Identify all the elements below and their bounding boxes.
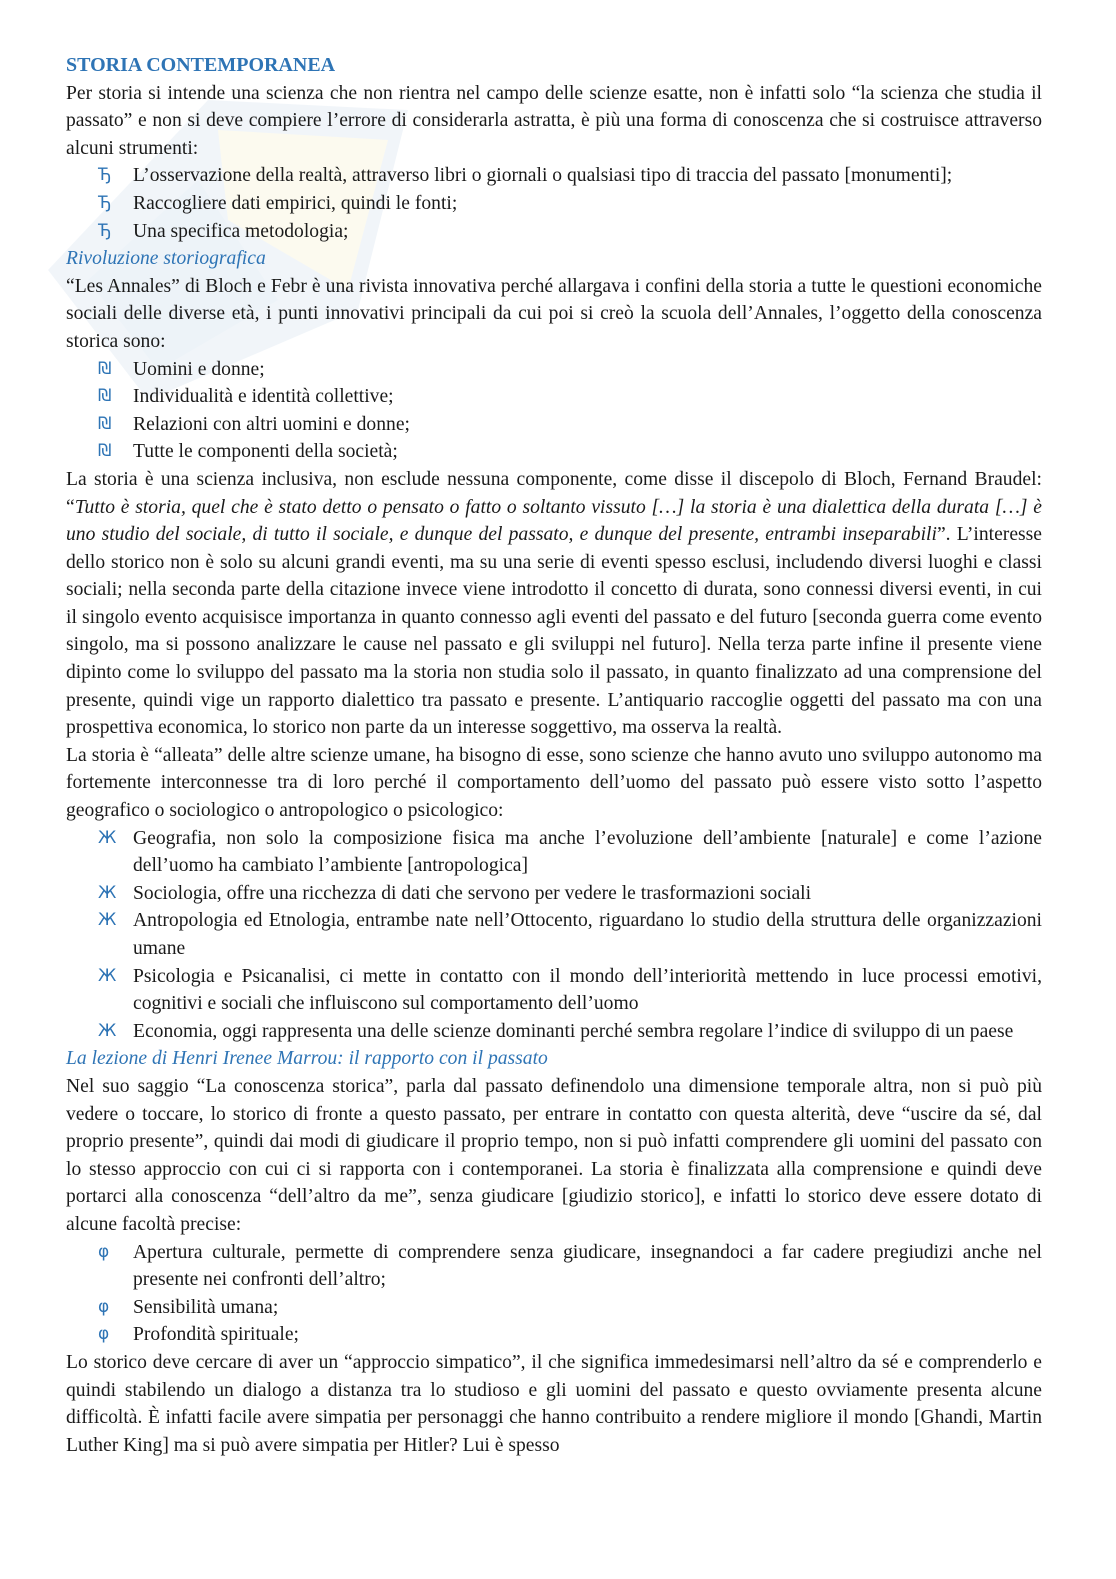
tools-list [66, 162, 1042, 245]
simpatia-paragraph: Lo storico deve cercare di aver un “approccio simpatico”, il che significa immedesimarsi nell’altro da sé e comprenderlo e quindi stabilendo un dialogo a distanza tra lo studioso e gli uomini del passato e questo ovviamente presenta alcune difficoltà. È infatti facile avere simpatia per personaggi che hanno contribuito a rendere migliore il mondo [Ghandi, Martin Luther King] ma si può avere simpatia per Hitler? Lui è spesso [66, 1351, 1042, 1456]
braudel-quote: Tutto è storia, quel che è stato detto o pensato o fatto o soltanto vissuto […] la storia è una dialettica della durata […] è uno studio del sociale, di tutto il sociale, e dunque del passato, e dunque del presente, entrambi inseparabili [66, 496, 1042, 546]
faculties-list [66, 1239, 1042, 1349]
list-item: Ж Psicologia e Psicanalisi, ci mette in contatto con il mondo dell’interiorità mettendo in luce processi emotivi, cognitivi e sociali che influiscono sul comportamento dell’uomo [66, 963, 1042, 1018]
bullet-icon: φ [98, 1241, 110, 1262]
bullet-icon: Ђ [98, 165, 112, 186]
list-item: Ж Geografia, non solo la composizione fisica ma anche l’evoluzione dell’ambiente [naturale] e come l’azione dell’uomo ha cambiato l’ambiente [antropologica] [66, 825, 1042, 880]
list-item: Ђ Una specifica metodologia; [66, 218, 1042, 246]
document-page [66, 52, 1042, 1459]
list-item: Ђ Raccogliere dati empirici, quindi le fonti; [66, 190, 1042, 218]
document-title: STORIA CONTEMPORANEA [66, 54, 336, 76]
bullet-icon: ₪ [98, 441, 112, 462]
bullet-icon: Ђ [98, 192, 112, 213]
list-item: ₪ Relazioni con altri uomini e donne; [66, 411, 1042, 439]
marrou-paragraph: Nel suo saggio “La conoscenza storica”, parla dal passato definendolo una dimensione temporale altra, non si può più vedere o toccare, lo storico di fronte a questo passato, per entrare in contatto con questa alterità, deve “uscire da sé, dal proprio presente”, quindi dai modi di giudicare il proprio tempo, non si può infatti comprendere gli uomini del passato con lo stesso approccio con cui ci si rapporta con i contemporanei. La storia è finalizzata alla comprensione e quindi deve portarci alla conoscenza “dell’altro da me”, senza giudicare [giudizio storico], e infatti lo storico deve essere dotato di alcune facoltà precise: [66, 1075, 1042, 1235]
bullet-icon: ₪ [98, 358, 112, 379]
list-item: Ж Antropologia ed Etnologia, entrambe nate nell’Ottocento, riguardano lo studio della struttura delle organizzazioni umane [66, 907, 1042, 962]
annales-paragraph: “Les Annales” di Bloch e Febr è una rivista innovativa perché allargava i confini della storia a tutte le questioni economiche sociali delle diverse età, i punti innovativi principali da cui poi si creò la scuola dell’Annales, l’oggetto della conoscenza storica sono: [66, 275, 1042, 352]
list-item: Ж Sociologia, offre una ricchezza di dati che servono per vedere le trasformazioni sociali [66, 880, 1042, 908]
bullet-icon: Ж [98, 1020, 117, 1041]
braudel-paragraph: La storia è una scienza inclusiva, non esclude nessuna componente, come disse il discepolo di Bloch, Fernand Braudel: “Tutto è storia, quel che è stato detto o pensato o fatto o soltanto vissuto […] la storia è una dialettica della durata […] è uno studio del sociale, di tutto il sociale, e dunque del passato, e dunque del presente, entrambi inseparabili”. L’interesse dello storico non è solo su alcuni grandi eventi, ma su una serie di eventi spesso esclusi, includendo diversi luoghi e classi sociali; nella seconda parte della citazione invece viene introdotto il concetto di durata, sono connessi diversi eventi, in cui il singolo evento acquisisce importanza in quanto connesso agli eventi del passato e del futuro [seconda guerra come evento singolo, ma si possono analizzare le cause nel passato e gli sviluppi nel futuro]. Nella terza parte infine il presente viene dipinto come lo sviluppo del passato ma la storia non studia solo il passato, in quanto finalizzato ad una comprensione del presente, quindi vige un rapporto dialettico tra passato e presente. L’antiquario raccoglie oggetti del passato ma con una prospettiva economica, lo storico non parte da un interesse soggettivo, ma osserva la realtà. [66, 468, 1042, 739]
bullet-icon: φ [98, 1296, 110, 1317]
alleata-paragraph: La storia è “alleata” delle altre scienze umane, ha bisogno di esse, sono scienze che hanno avuto uno sviluppo autonomo ma fortemente interconnesse tra di loro perché il comportamento dell’uomo del passato può essere visto sotto l’aspetto geografico o sociologico o antropologico o psicologico: [66, 744, 1042, 822]
bullet-icon: ₪ [98, 413, 112, 434]
list-item: ₪ Individualità e identità collettive; [66, 383, 1042, 411]
section-heading: La lezione di Henri Irenee Marrou: il rapporto con il passato [66, 1048, 548, 1070]
list-item: Ж Economia, oggi rappresenta una delle scienze dominanti perché sembra regolare l’indice di sviluppo di un paese [66, 1018, 1042, 1046]
intro-paragraph: Per storia si intende una scienza che non rientra nel campo delle scienze esatte, non è infatti solo “la scienza che studia il passato” e non si deve compiere l’errore di considerarla astratta, è più una forma di conoscenza che si costruisce attraverso alcuni strumenti: [66, 82, 1042, 159]
section-heading: Rivoluzione storiografica [66, 248, 266, 270]
sciences-list [66, 825, 1042, 1046]
bullet-icon: ₪ [98, 386, 112, 407]
bullet-icon: Ж [98, 882, 117, 903]
bullet-icon: Ж [98, 910, 117, 931]
list-item: φ Profondità spirituale; [66, 1321, 1042, 1349]
annales-list [66, 356, 1042, 466]
bullet-icon: Ђ [98, 220, 112, 241]
list-item: φ Apertura culturale, permette di comprendere senza giudicare, insegnandoci a far cadere pregiudizi anche nel presente nei confronti dell’altro; [66, 1239, 1042, 1294]
list-item: Ђ L’osservazione della realtà, attraverso libri o giornali o qualsiasi tipo di traccia del passato [monumenti]; [66, 162, 1042, 190]
list-item: φ Sensibilità umana; [66, 1294, 1042, 1322]
list-item: ₪ Tutte le componenti della società; [66, 438, 1042, 466]
list-item: ₪ Uomini e donne; [66, 356, 1042, 384]
bullet-icon: φ [98, 1324, 110, 1345]
bullet-icon: Ж [98, 965, 117, 986]
bullet-icon: Ж [98, 827, 117, 848]
